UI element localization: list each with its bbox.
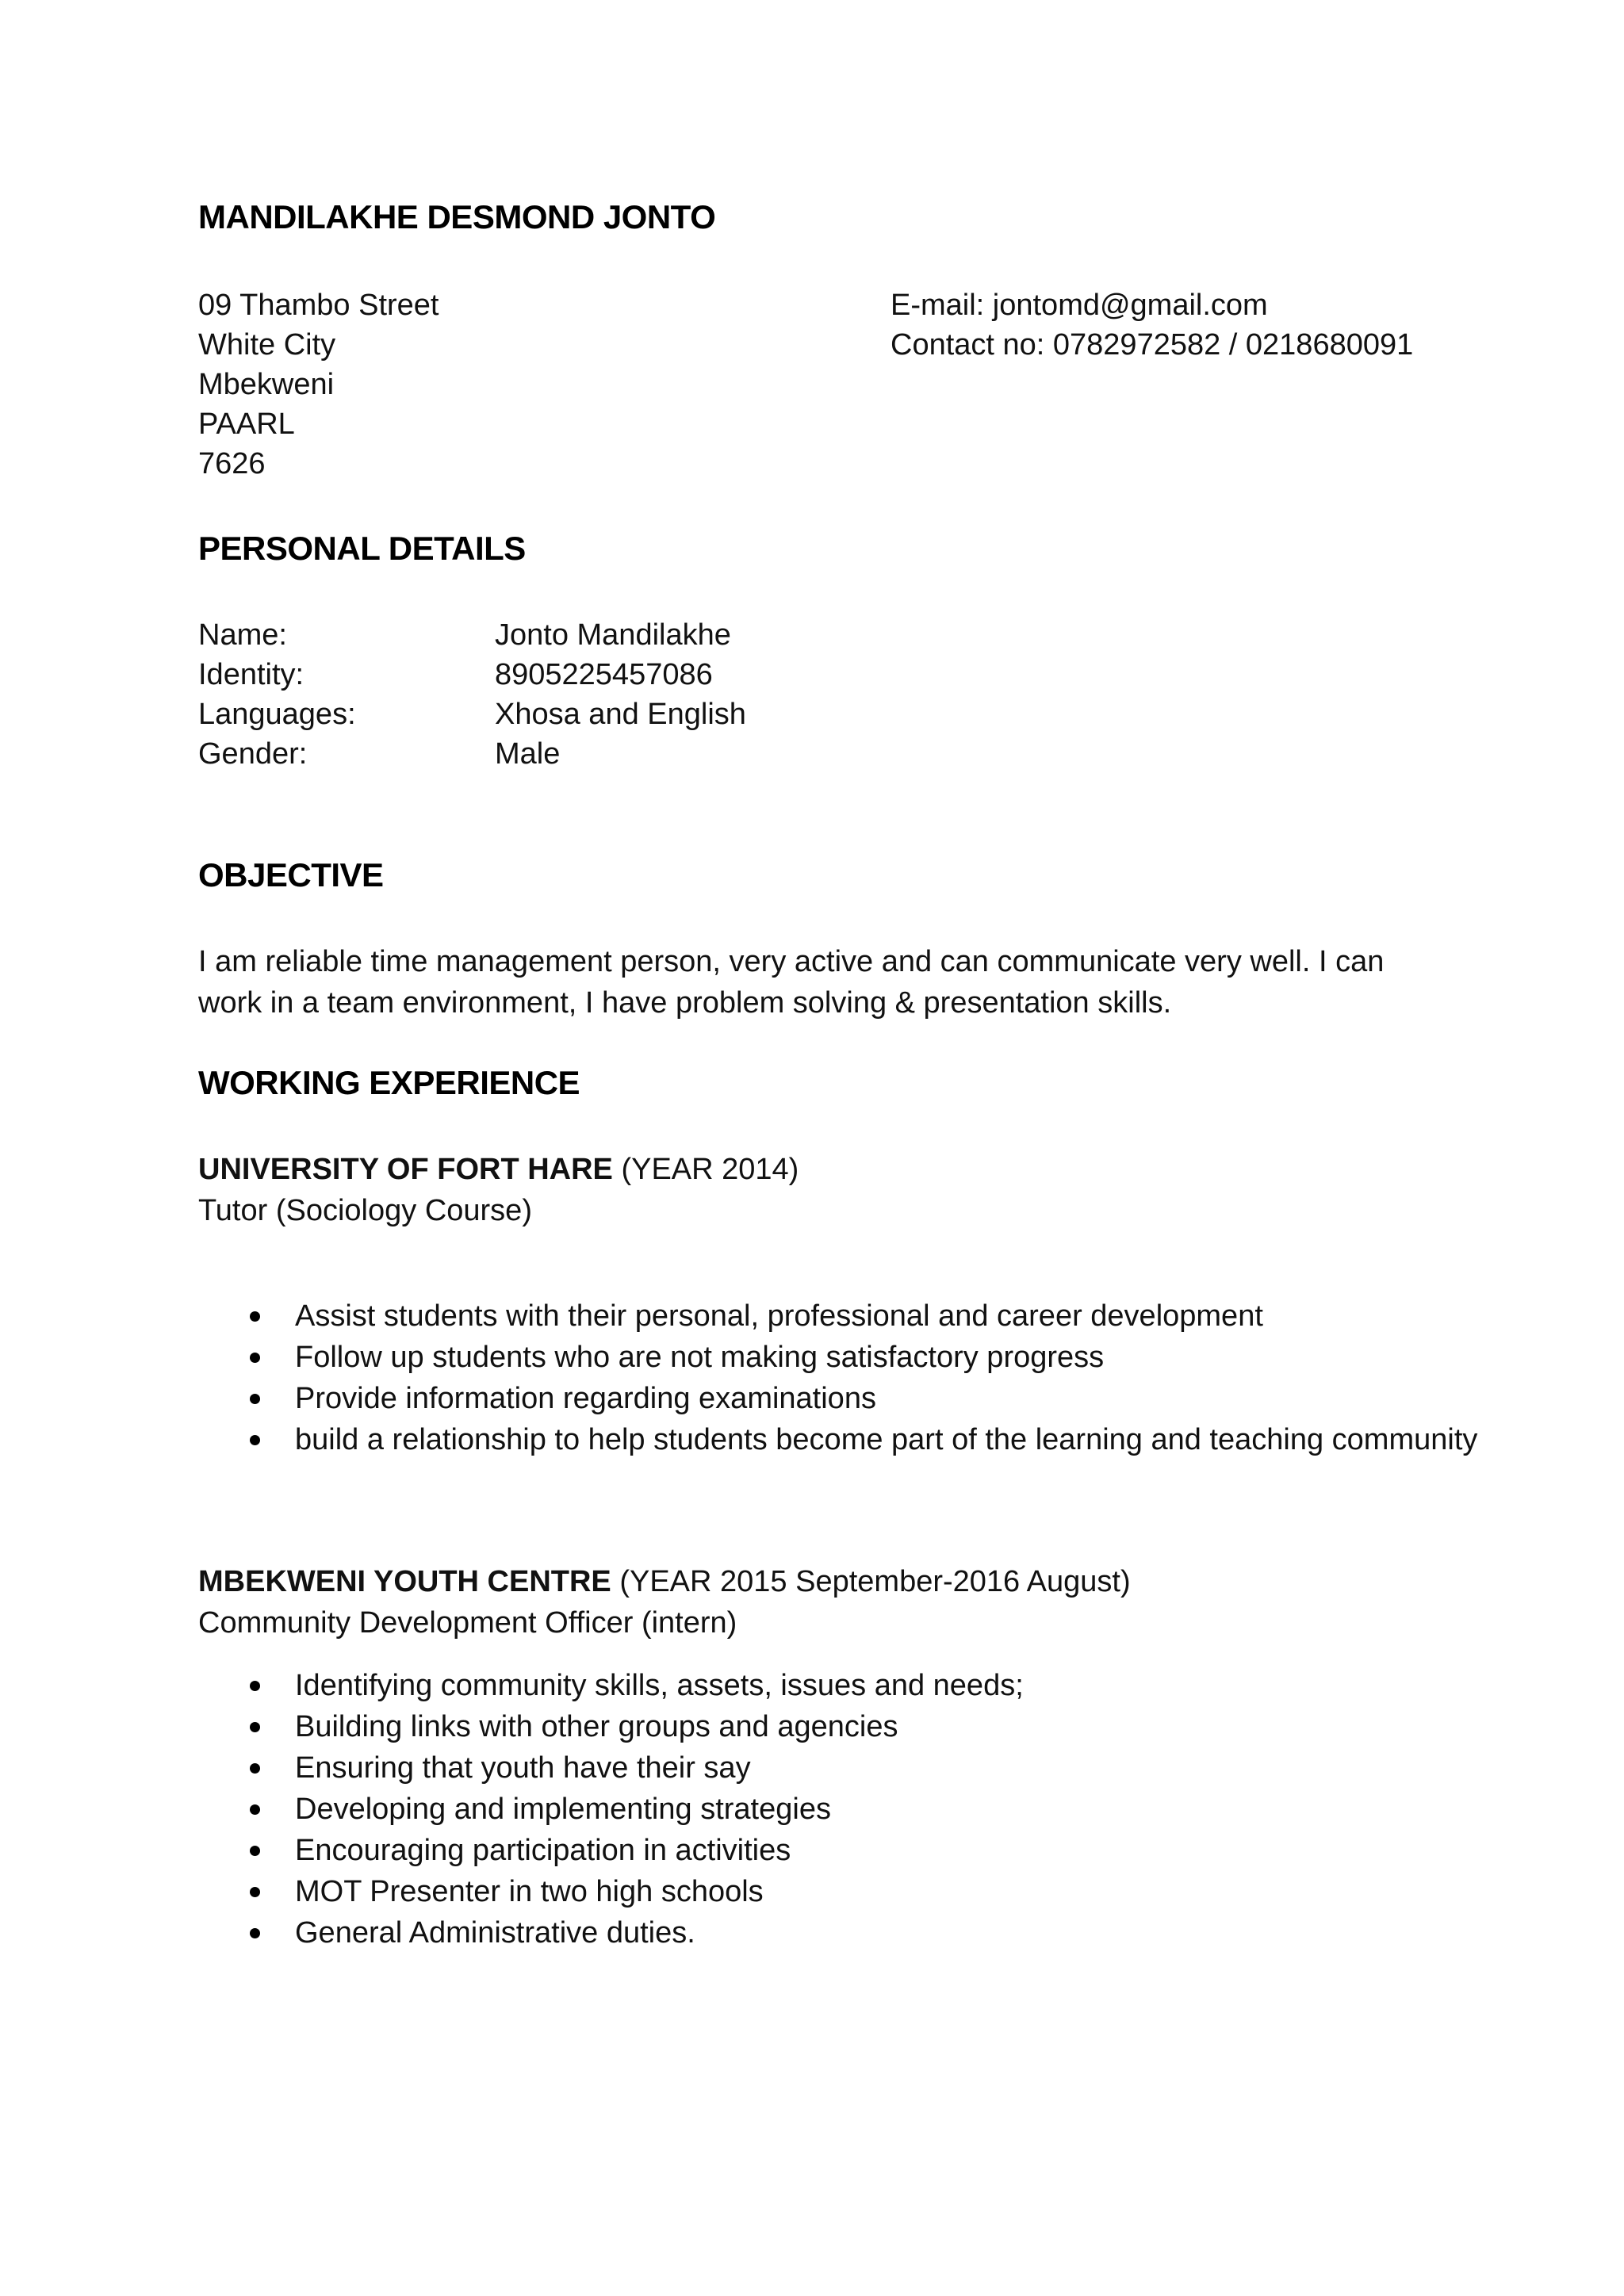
duty-text: Building links with other groups and agencies bbox=[295, 1710, 898, 1743]
job-title-line bbox=[198, 1150, 799, 1189]
working-experience-heading: WORKING EXPERIENCE bbox=[198, 1064, 580, 1101]
email-text: E-mail: jontomd@gmail.com bbox=[891, 289, 1268, 322]
list-item bbox=[198, 1295, 1548, 1337]
duty-text: Follow up students who are not making satisfactory progress bbox=[295, 1341, 1105, 1374]
job-role: Tutor (Sociology Course) bbox=[198, 1194, 532, 1227]
duties-list bbox=[198, 1665, 1548, 1954]
bullet-icon bbox=[250, 1394, 260, 1404]
personal-labels bbox=[198, 615, 356, 774]
name-value: Jonto Mandilakhe bbox=[495, 618, 731, 652]
bullet-icon bbox=[250, 1311, 260, 1322]
bullet-icon bbox=[250, 1928, 260, 1938]
list-item bbox=[198, 1912, 1548, 1954]
address-line: Mbekweni bbox=[198, 368, 335, 401]
duty-text: General Administrative duties. bbox=[295, 1916, 695, 1950]
personal-details-heading: PERSONAL DETAILS bbox=[198, 530, 526, 567]
duty-text: build a relationship to help students become part of the learning and teaching community bbox=[295, 1423, 1478, 1456]
bullet-icon bbox=[250, 1681, 260, 1691]
identity-value: 8905225457086 bbox=[495, 658, 713, 691]
list-item bbox=[198, 1378, 1548, 1419]
address-line: PAARL bbox=[198, 408, 295, 441]
bullet-icon bbox=[250, 1846, 260, 1856]
list-item bbox=[198, 1419, 1548, 1460]
list-item bbox=[198, 1789, 1548, 1830]
personal-values bbox=[495, 615, 746, 774]
address-line: 7626 bbox=[198, 447, 266, 480]
duty-text: Encouraging participation in activities bbox=[295, 1834, 791, 1867]
bullet-icon bbox=[250, 1804, 260, 1815]
address-line: White City bbox=[198, 328, 336, 362]
objective-line-2: work in a team environment, I have problem solving & presentation skills. bbox=[198, 986, 1172, 1020]
address-line: 09 Thambo Street bbox=[198, 289, 439, 322]
list-item bbox=[198, 1337, 1548, 1378]
employer-name: MBEKWENI YOUTH CENTRE bbox=[198, 1565, 611, 1598]
bullet-icon bbox=[250, 1353, 260, 1363]
cv-name: MANDILAKHE DESMOND JONTO bbox=[198, 198, 716, 235]
languages-label: Languages: bbox=[198, 698, 356, 731]
contact-block bbox=[891, 285, 1413, 365]
duty-text: Identifying community skills, assets, issues and needs; bbox=[295, 1669, 1024, 1702]
duty-text: Developing and implementing strategies bbox=[295, 1793, 831, 1826]
identity-label: Identity: bbox=[198, 658, 304, 691]
name-label: Name: bbox=[198, 618, 287, 652]
postal-address bbox=[198, 285, 439, 484]
list-item bbox=[198, 1706, 1548, 1747]
bullet-icon bbox=[250, 1722, 260, 1732]
gender-value: Male bbox=[495, 737, 561, 771]
bullet-icon bbox=[250, 1763, 260, 1774]
list-item bbox=[198, 1871, 1548, 1912]
list-item bbox=[198, 1747, 1548, 1789]
list-item bbox=[198, 1665, 1548, 1706]
list-item bbox=[198, 1830, 1548, 1871]
duty-text: Assist students with their personal, professional and career development bbox=[295, 1299, 1263, 1333]
job-role: Community Development Officer (intern) bbox=[198, 1606, 737, 1640]
bullet-icon bbox=[250, 1887, 260, 1897]
bullet-icon bbox=[250, 1435, 260, 1445]
objective-line-1: I am reliable time management person, very active and can communicate very well. I can bbox=[198, 945, 1385, 978]
job-title-line bbox=[198, 1562, 1131, 1601]
duty-text: Ensuring that youth have their say bbox=[295, 1751, 751, 1785]
languages-value: Xhosa and English bbox=[495, 698, 746, 731]
duty-text: Provide information regarding examinations bbox=[295, 1382, 876, 1415]
objective-heading: OBJECTIVE bbox=[198, 856, 384, 894]
duties-list bbox=[198, 1295, 1548, 1460]
gender-label: Gender: bbox=[198, 737, 308, 771]
employer-name: UNIVERSITY OF FORT HARE bbox=[198, 1153, 613, 1186]
duty-text: MOT Presenter in two high schools bbox=[295, 1875, 764, 1908]
job-period: (YEAR 2014) bbox=[612, 1153, 799, 1186]
job-period: (YEAR 2015 September-2016 August) bbox=[611, 1565, 1131, 1598]
contact-numbers: Contact no: 0782972582 / 0218680091 bbox=[891, 328, 1414, 362]
